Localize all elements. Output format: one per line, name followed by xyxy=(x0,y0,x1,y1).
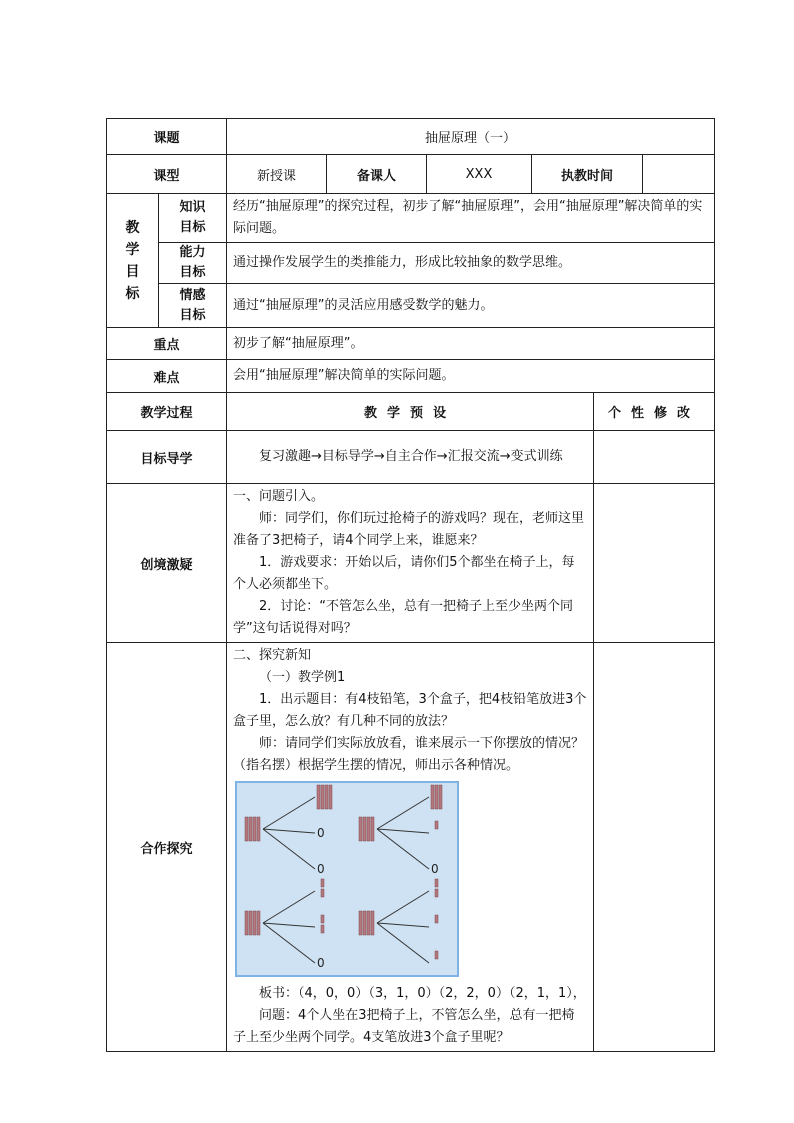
pencil-distribution-figure xyxy=(235,781,459,977)
branch-line xyxy=(377,923,429,963)
guide-text: 复习激趣→目标导学→自主合作→汇报交流→变式训练 xyxy=(227,431,594,484)
pencil-tree-diagram xyxy=(237,783,457,975)
scenario-line: 1．游戏要求：开始以后，请你们5个都坐在椅子上，每个人必须都坐下。 xyxy=(233,555,575,592)
ability-goal-label: 能力 目标 xyxy=(159,243,227,284)
branch-line xyxy=(263,797,315,829)
time-value xyxy=(643,155,715,194)
scenario-line: 2．讨论：“不管怎么坐，总有一把椅子上至少坐两个同学”这句话说得对吗？ xyxy=(233,599,574,636)
pencil-icon xyxy=(435,879,438,887)
pencil-icon xyxy=(321,879,324,887)
pencil-icon xyxy=(245,911,248,935)
pencil-icon xyxy=(367,911,370,935)
explore-line: 师：请同学们实际放放看，谁来展示一下你摆放的情况？（指名摆）根据学生摆的情况，师出示各种情况。 xyxy=(233,736,585,773)
topic-label: 课题 xyxy=(107,119,227,155)
explore-text xyxy=(227,643,594,1052)
pencil-icon xyxy=(439,785,442,809)
topic-value: 抽屉原理（一） xyxy=(227,119,715,155)
pencil-icon xyxy=(435,785,438,809)
pencil-icon xyxy=(435,821,438,829)
explore-line: 问题：4个人坐在3把椅子上，不管怎么坐，总有一把椅子上至少坐两个同学。4支笔放进3个盒子里呢？ xyxy=(233,1008,575,1045)
guide-revise-cell xyxy=(594,431,715,484)
ability-goal-text: 通过操作发展学生的类推能力，形成比较抽象的数学思维。 xyxy=(227,243,715,284)
pencil-icon xyxy=(321,889,324,897)
pencil-icon xyxy=(329,785,332,809)
pencil-icon xyxy=(325,785,328,809)
pencil-icon xyxy=(435,951,438,959)
pencil-icon xyxy=(245,817,248,841)
explore-line: （一）教学例1 xyxy=(259,670,346,685)
pencil-icon xyxy=(317,785,320,809)
pencil-icon xyxy=(253,817,256,841)
scenario-label: 创境激疑 xyxy=(107,484,227,643)
plan-label: 教学预设 xyxy=(227,393,594,431)
guide-label: 目标导学 xyxy=(107,431,227,484)
pencil-icon xyxy=(435,889,438,897)
branch-line xyxy=(263,923,315,927)
empty-box-label: 0 xyxy=(317,862,325,876)
ability-goal-row xyxy=(107,243,715,284)
branch-line xyxy=(377,923,429,927)
empty-box-label: 0 xyxy=(317,826,325,840)
pencil-icon xyxy=(363,911,366,935)
difficulty-label: 难点 xyxy=(107,360,227,393)
revise-label: 个性修改 xyxy=(594,393,715,431)
lesson-table xyxy=(106,118,715,1052)
branch-line xyxy=(263,891,315,923)
type-value: 新授课 xyxy=(227,155,327,194)
pencil-icon xyxy=(363,817,366,841)
key-point-text: 初步了解“抽屉原理”。 xyxy=(227,328,715,360)
process-label: 教学过程 xyxy=(107,393,227,431)
scenario-row xyxy=(107,484,715,643)
explore-label: 合作探究 xyxy=(107,643,227,1052)
emotion-goal-label: 情感 目标 xyxy=(159,284,227,328)
empty-box-label: 0 xyxy=(431,862,439,876)
pencil-icon xyxy=(431,785,434,809)
explore-revise-cell xyxy=(594,643,715,1052)
branch-line xyxy=(377,829,429,833)
preparer-value: XXX xyxy=(427,155,532,194)
emotion-goal-text: 通过“抽屉原理”的灵活应用感受数学的魅力。 xyxy=(227,284,715,328)
type-label: 课型 xyxy=(107,155,227,194)
knowledge-goal-text: 经历“抽屉原理”的探究过程，初步了解“抽屉原理”，会用“抽屉原理”解决简单的实际问题。 xyxy=(227,194,715,243)
pencil-icon xyxy=(249,817,252,841)
pencil-icon xyxy=(321,915,324,923)
lesson-plan xyxy=(106,118,714,1045)
key-point-label: 重点 xyxy=(107,328,227,360)
pencil-icon xyxy=(249,911,252,935)
key-point-row xyxy=(107,328,715,360)
goals-group-label: 教 学 目 标 xyxy=(107,194,159,328)
pencil-icon xyxy=(367,817,370,841)
branch-line xyxy=(263,923,315,963)
time-label: 执教时间 xyxy=(532,155,643,194)
pencil-icon xyxy=(257,817,260,841)
branch-line xyxy=(377,797,429,829)
topic-row xyxy=(107,119,715,155)
branch-line xyxy=(377,829,429,869)
knowledge-goal-label: 知识 目标 xyxy=(159,194,227,243)
pencil-icon xyxy=(371,911,374,935)
pencil-icon xyxy=(253,911,256,935)
type-row xyxy=(107,155,715,194)
scenario-text xyxy=(227,484,594,643)
scenario-revise-cell xyxy=(594,484,715,643)
difficulty-row xyxy=(107,360,715,393)
explore-line: 二、探究新知 xyxy=(233,648,312,663)
pencil-icon xyxy=(371,817,374,841)
knowledge-goal-row xyxy=(107,194,715,243)
pencil-icon xyxy=(321,785,324,809)
explore-line: 1．出示题目：有4枝铅笔，3个盒子，把4枝铅笔放进3个盒子里，怎么放？有几种不同的放法？ xyxy=(233,692,587,729)
pencil-icon xyxy=(321,925,324,933)
scenario-line: 一、问题引入。 xyxy=(233,489,325,504)
explore-row xyxy=(107,643,715,1052)
pencil-icon xyxy=(359,817,362,841)
pencil-icon xyxy=(435,915,438,923)
emotion-goal-row xyxy=(107,284,715,328)
guide-row xyxy=(107,431,715,484)
branch-line xyxy=(263,829,315,869)
branch-line xyxy=(263,829,315,833)
empty-box-label: 0 xyxy=(317,956,325,970)
process-header-row xyxy=(107,393,715,431)
scenario-line: 师：同学们，你们玩过抢椅子的游戏吗？现在，老师这里准备了3把椅子，请4个同学上来，谁愿来？ xyxy=(233,511,585,548)
pencil-icon xyxy=(359,911,362,935)
pencil-icon xyxy=(257,911,260,935)
difficulty-text: 会用“抽屉原理”解决简单的实际问题。 xyxy=(227,360,715,393)
branch-line xyxy=(377,891,429,923)
preparer-label: 备课人 xyxy=(327,155,427,194)
explore-line: 板书：（4，0，0）（3，1，0）（2，2，0）（2，1，1）， xyxy=(259,986,586,1001)
